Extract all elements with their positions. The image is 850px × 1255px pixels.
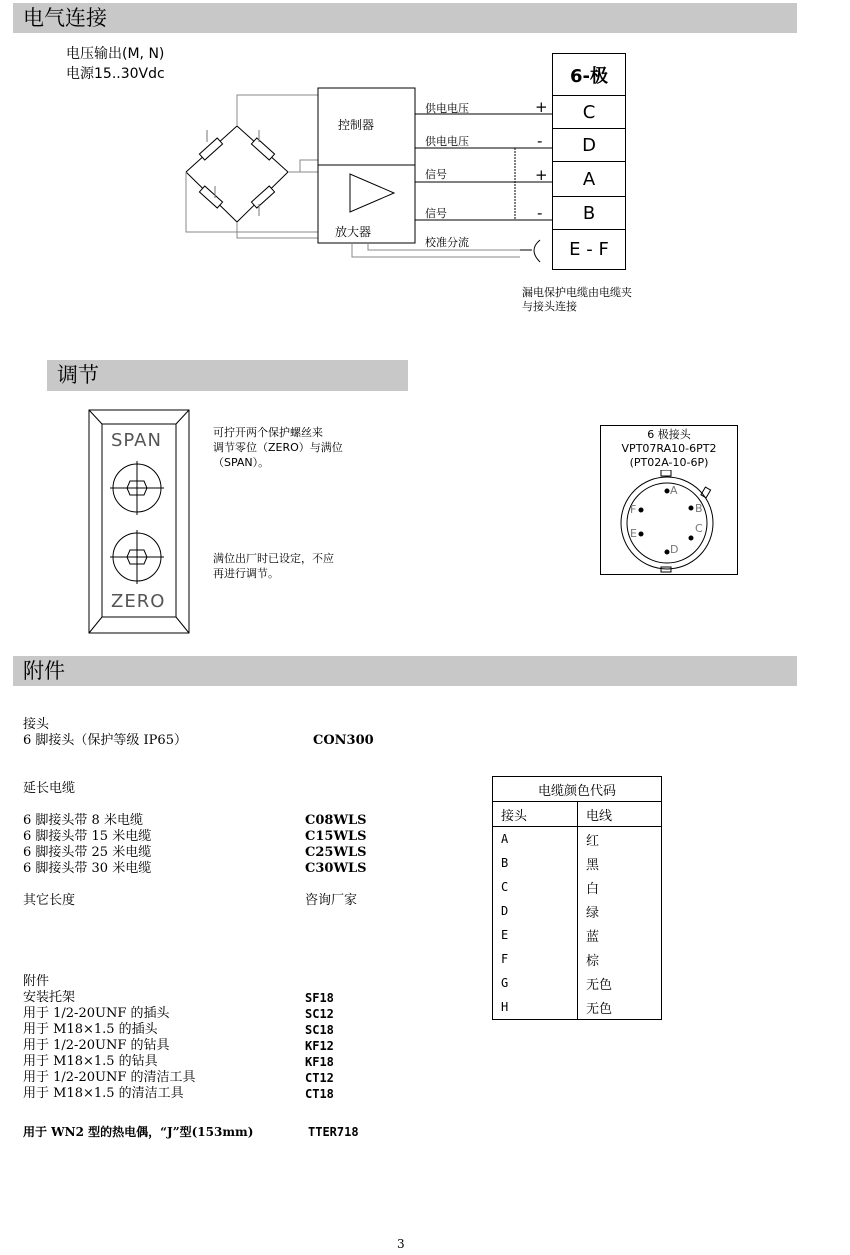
other-length-code: 咨询厂家 xyxy=(305,893,358,908)
pin-code: B xyxy=(493,851,578,875)
adjust-note-1 xyxy=(213,425,343,470)
adjust-note-1-line-2: 调节零位（ZERO）与满位 xyxy=(213,441,343,454)
cable-heading: 延长电缆 xyxy=(23,781,76,796)
table-row xyxy=(493,851,662,875)
cable-note-line-1: 漏电保护电缆由电缆夹 xyxy=(522,286,632,299)
thermo-code: TTER718 xyxy=(308,1125,359,1139)
cable-item-4: 6 脚接头带 30 米电缆 xyxy=(23,861,152,876)
pin-code: E xyxy=(493,923,578,947)
connector-line-1: 6 极接头 xyxy=(647,428,691,441)
cable-code-1: C08WLS xyxy=(305,813,367,828)
adjust-note-2 xyxy=(213,551,334,581)
cable-code-3: C25WLS xyxy=(305,845,367,860)
sign-2: - xyxy=(537,132,543,150)
connector-item: 6 脚接头（保护等级 IP65） xyxy=(23,733,187,748)
connector-pin-c: C xyxy=(695,522,703,535)
wire-color: 棕 xyxy=(578,947,662,971)
acc-item-6: 用于 1/2-20UNF 的清洁工具 xyxy=(23,1070,196,1085)
other-length-label: 其它长度 xyxy=(23,893,76,908)
table-row xyxy=(493,995,662,1020)
page-number: 3 xyxy=(397,1237,405,1251)
cable-note xyxy=(522,286,632,314)
connector-code: CON300 xyxy=(313,733,374,748)
section-header-electrical: 电气连接 xyxy=(13,3,797,33)
connector-pin-d: D xyxy=(670,543,679,556)
cable-note-line-2: 与接头连接 xyxy=(522,300,577,313)
sign-1: + xyxy=(535,98,548,116)
acc-item-2: 用于 1/2-20UNF 的插头 xyxy=(23,1006,170,1021)
thermo-label: 用于 WN2 型的热电偶，“J”型(153mm) xyxy=(23,1125,254,1139)
acc-heading: 附件 xyxy=(23,974,50,989)
zero-label: ZERO xyxy=(111,591,166,612)
sign-3: + xyxy=(535,166,548,184)
pin-code: G xyxy=(493,971,578,995)
cable-item-1: 6 脚接头带 8 米电缆 xyxy=(23,813,143,828)
pin-c: C xyxy=(552,95,626,129)
table-row xyxy=(493,947,662,971)
wire-label-signal-minus: 信号 xyxy=(425,207,447,220)
wire-label-supply-plus: 供电电压 xyxy=(425,102,469,115)
wire-color: 无色 xyxy=(578,971,662,995)
table-row xyxy=(493,971,662,995)
pin-d: D xyxy=(552,128,626,162)
cable-item-3: 6 脚接头带 25 米电缆 xyxy=(23,845,152,860)
pin-code: C xyxy=(493,875,578,899)
table-row xyxy=(493,875,662,899)
pin-code: F xyxy=(493,947,578,971)
cable-code-4: C30WLS xyxy=(305,861,367,876)
adjust-note-1-line-1: 可拧开两个保护螺丝来 xyxy=(213,426,323,439)
amplifier-label: 放大器 xyxy=(335,225,372,239)
cable-item-2: 6 脚接头带 15 米电缆 xyxy=(23,829,152,844)
acc-item-7: 用于 M18×1.5 的清洁工具 xyxy=(23,1086,184,1101)
adjust-note-2-line-2: 再进行调节。 xyxy=(213,567,279,580)
wire-label-signal-plus: 信号 xyxy=(425,168,447,181)
wire-label-shunt: 校准分流 xyxy=(425,236,469,249)
acc-code-7: CT18 xyxy=(305,1087,334,1101)
acc-code-6: CT12 xyxy=(305,1071,334,1085)
cable-color-table xyxy=(492,776,662,1020)
wire-label-supply-minus: 供电电压 xyxy=(425,135,469,148)
adjust-note-2-line-1: 满位出厂时已设定，不应 xyxy=(213,552,334,565)
table-row xyxy=(493,899,662,923)
section-header-accessories: 附件 xyxy=(13,656,797,686)
pin-header: 6-极 xyxy=(552,53,626,96)
acc-code-3: SC18 xyxy=(305,1023,334,1037)
wire-color: 黑 xyxy=(578,851,662,875)
color-table-title: 电缆颜色代码 xyxy=(493,777,662,802)
adjust-note-1-line-3: （SPAN）。 xyxy=(213,456,270,469)
connector-pin-b: B xyxy=(695,502,703,515)
acc-item-5: 用于 M18×1.5 的钻具 xyxy=(23,1054,158,1069)
acc-item-3: 用于 M18×1.5 的插头 xyxy=(23,1022,158,1037)
cable-code-2: C15WLS xyxy=(305,829,367,844)
acc-code-2: SC12 xyxy=(305,1007,334,1021)
pin-code: H xyxy=(493,995,578,1020)
output-line-2: 电源15..30Vdc xyxy=(66,66,165,82)
acc-item-1: 安装托架 xyxy=(23,990,76,1005)
wire-color: 白 xyxy=(578,875,662,899)
acc-code-5: KF18 xyxy=(305,1055,334,1069)
pin-b: B xyxy=(552,196,626,230)
span-label: SPAN xyxy=(111,430,162,451)
controller-label: 控制器 xyxy=(338,118,375,132)
pin-a: A xyxy=(552,161,626,197)
connector-pin-a: A xyxy=(670,484,678,497)
section-header-adjust: 调节 xyxy=(47,360,408,391)
acc-code-1: SF18 xyxy=(305,991,334,1005)
table-row xyxy=(493,827,662,852)
connector-line-2: VPT07RA10-6PT2 xyxy=(621,442,717,455)
wire-color: 无色 xyxy=(578,995,662,1020)
color-table-col2: 电线 xyxy=(578,802,662,827)
wire-color: 蓝 xyxy=(578,923,662,947)
pin-ef: E - F xyxy=(552,229,626,270)
connector-face xyxy=(605,470,733,575)
wire-color: 红 xyxy=(578,827,662,852)
pin-code: A xyxy=(493,827,578,852)
connector-pin-f: F xyxy=(630,503,637,516)
output-line-1: 电压输出(M, N) xyxy=(66,46,165,62)
acc-item-4: 用于 1/2-20UNF 的钻具 xyxy=(23,1038,170,1053)
connector-pin-e: E xyxy=(630,527,637,540)
sign-4: - xyxy=(537,204,543,222)
table-row xyxy=(493,923,662,947)
connector-line-3: (PT02A-10-6P) xyxy=(629,456,709,469)
acc-code-4: KF12 xyxy=(305,1039,334,1053)
pin-code: D xyxy=(493,899,578,923)
color-table-col1: 接头 xyxy=(493,802,578,827)
wire-color: 绿 xyxy=(578,899,662,923)
connector-caption xyxy=(600,428,738,470)
connector-heading: 接头 xyxy=(23,717,50,732)
